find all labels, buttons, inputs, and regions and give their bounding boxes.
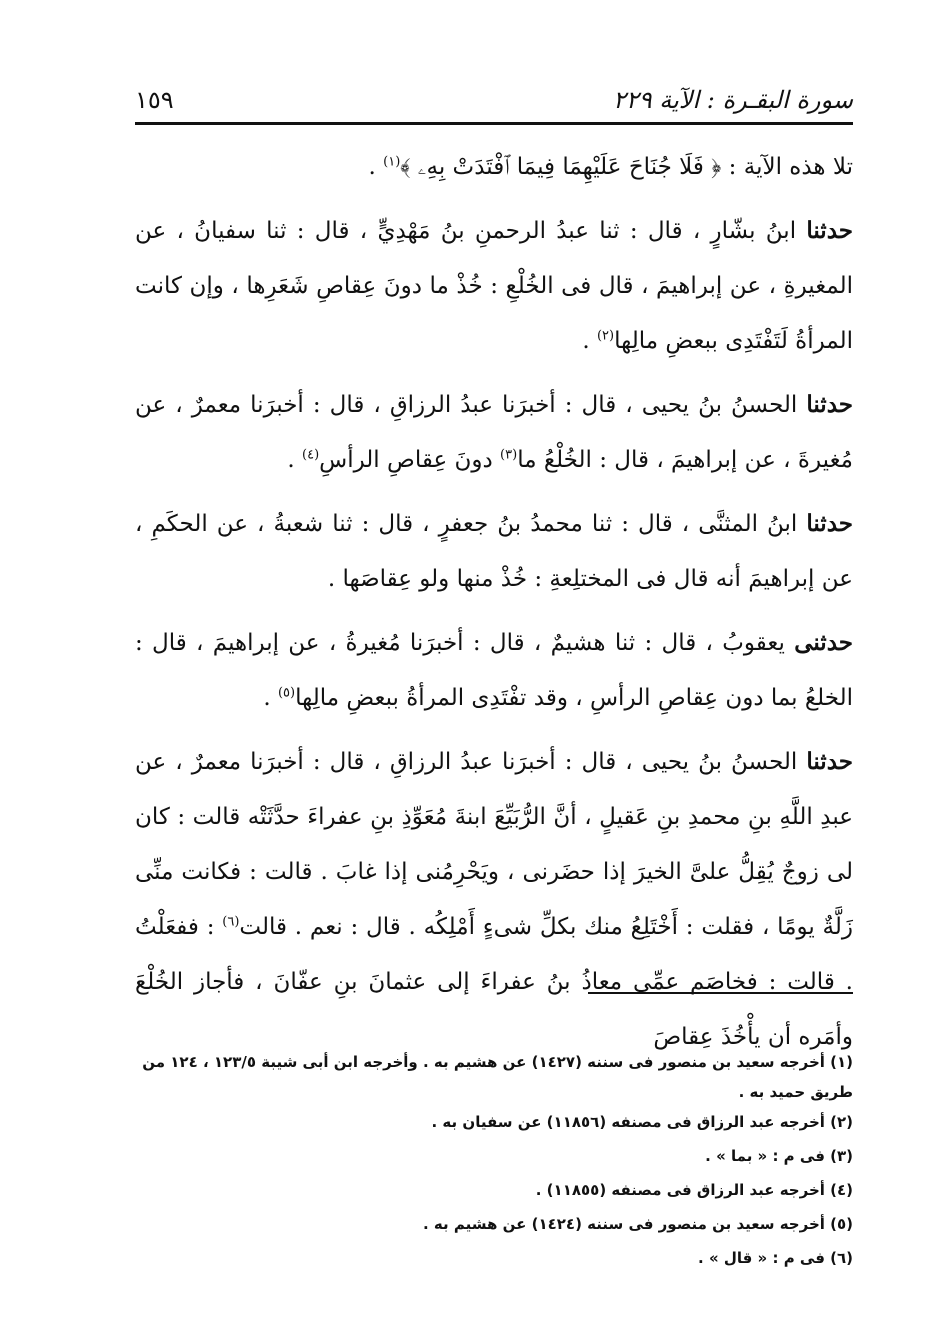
surah-title: سورة البقـرة : الآية ٢٢٩ bbox=[612, 86, 853, 114]
paragraph: حدثنا الحسنُ بنُ يحيى ، قال : أخبرَنا عبدُ الرزاقِ ، قال : أخبرَنا معمرٌ ، عن مُغيرةَ ، عن إبراهيمَ ، قال : الخُلْعُ ما$^{(٣)}$ دونَ عِقاصِ الرأسِ$^{(٤)}$ . bbox=[135, 391, 853, 473]
running-header bbox=[135, 74, 853, 114]
main-text bbox=[135, 140, 853, 1073]
footnote-separator bbox=[588, 992, 853, 994]
paragraph: حدثنا الحسنُ بنُ يحيى ، قال : أخبرَنا عبدُ الرزاقِ ، قال : أخبرَنا معمرٌ ، عن عبدِ اللَّهِ بنِ محمدِ بنِ عَقيلٍ ، أنَّ الرُّبَيِّعَ ابنةَ مُعَوِّذِ بنِ عفراءَ حدَّثَتْه قالت : كان لى زوجٌ يُقِلُّ علىَّ الخيرَ إذا حضَرنى ، ويَحْرِمُنى إذا غابَ . قالت : فكانت منِّى زَلَّةٌ يومًا ، فقلت : أَخْتَلِعُ منك بكلِّ شىءٍ أَمْلِكُه . قال : نعم . قالت$^{(٦)}$ : ففعَلْتُ . قالت : فخاصَم عمِّى معاذُ بنُ عفراءَ إلى عثمانَ بنِ عفّانَ ، فأجاز الخُلْعَ وأمَره أن يأْخُذَ عِقاصَ bbox=[135, 748, 854, 1050]
paragraph: حدثنى يعقوبُ ، قال : ثنا هشيمٌ ، قال : أخبرَنا مُغيرةُ ، عن إبراهيمَ ، قال : الخلعُ بما دون عِقاصِ الرأسِ ، وقد تفْتَدِى المرأةُ ببعضِ مالِها$^{(٥)}$ . bbox=[135, 629, 853, 711]
footnote: (٦) فى م : « قال » . bbox=[698, 1249, 853, 1267]
footnote-ref: (٦) bbox=[222, 914, 240, 930]
page-number: ١٥٩ bbox=[135, 86, 174, 114]
footnote-ref: (٢) bbox=[596, 328, 615, 344]
footnotes bbox=[135, 1045, 853, 1275]
footnote-continuation: طريق حميد به . bbox=[738, 1083, 853, 1101]
footnote: (١) أخرجه سعيد بن منصور فى سننه (١٤٢٧) عن هشيم به . وأخرجه ابن أبى شيبة ١٢٣/٥ ، ١٢٤ من bbox=[142, 1053, 853, 1071]
footnote-ref: (٥) bbox=[277, 685, 296, 701]
footnote: (٥) أخرجه سعيد بن منصور فى سننه (١٤٢٤) عن هشيم به . bbox=[422, 1215, 853, 1233]
footnote: (٤) أخرجه عبد الرزاق فى مصنفه (١١٨٥٥) . bbox=[535, 1181, 853, 1199]
footnote: (٣) فى م : « بما » . bbox=[705, 1147, 853, 1165]
isnad-lead: حدثنا bbox=[806, 391, 853, 418]
paragraph: حدثنا ابنُ المثنَّى ، قال : ثنا محمدُ بنُ جعفرٍ ، قال : ثنا شعبةُ ، عن الحكَمِ ، عن إبراهيمَ أنه قال فى المختلِعةِ : خُذْ منها ولو عِقاصَها . bbox=[135, 510, 853, 592]
header-rule bbox=[135, 122, 853, 125]
footnote-ref: (١) bbox=[383, 154, 401, 170]
footnote-ref: (٤) bbox=[302, 447, 320, 463]
paragraph: تلا هذه الآية : ﴿ فَلَا جُنَاحَ عَلَيْهِمَا فِيمَا ٱفْتَدَتْ بِهِۦ ﴾$^{(١)}$ . bbox=[368, 154, 853, 180]
footnote: (٢) أخرجه عبد الرزاق فى مصنفه (١١٨٥٦) عن سفيان به . bbox=[431, 1113, 853, 1131]
isnad-lead: حدثنى bbox=[794, 629, 853, 656]
footnote-ref: (٣) bbox=[500, 447, 518, 463]
isnad-lead: حدثنا bbox=[806, 748, 853, 775]
isnad-lead: حدثنا bbox=[806, 510, 853, 537]
paragraph: حدثنا ابنُ بشّارٍ ، قال : ثنا عبدُ الرحمنِ بنُ مَهْدِيٍّ ، قال : ثنا سفيانُ ، عن المغيرةِ ، عن إبراهيمَ ، قال فى الخُلْعِ : خُذْ ما دونَ عِقاصِ شَعَرِها ، وإن كانت المرأةُ لَتَفْتَدِى ببعضِ مالِها$^{(٢)}$ . bbox=[135, 217, 853, 354]
isnad-lead: حدثنا bbox=[806, 217, 853, 244]
